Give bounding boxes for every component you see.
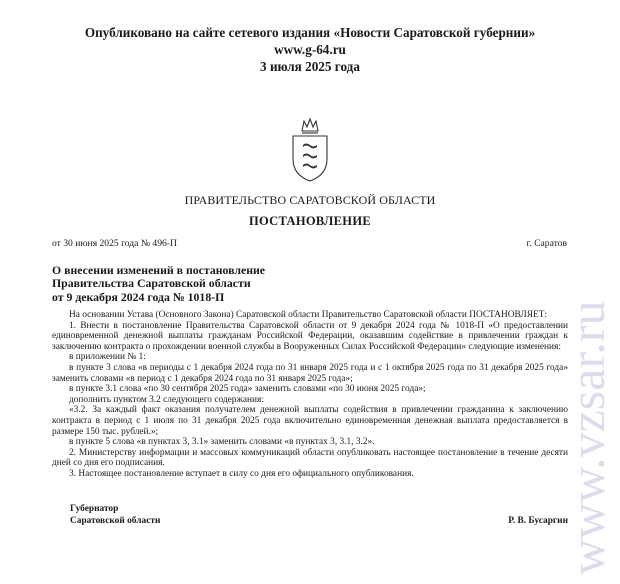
decree-subject bbox=[52, 264, 265, 304]
paragraph: в пункте 5 слова «в пунктах 3, 3.1» заменить словами «в пунктах 3, 3.1, 3.2». bbox=[69, 437, 375, 448]
paragraph: в пункте 3 слова «в периоды с 1 декабря 2024 года по 31 января 2025 года и с 1 октября 2025 года по 31 декабря 2025 года» заменить словами «в период с 1 декабря 2024 года по 31 января 2025 года»; bbox=[52, 362, 568, 384]
subject-line-1: О внесении изменений в постановление bbox=[52, 263, 266, 277]
paragraph: На основании Устава (Основного Закона) Саратовской области Правительство Саратовской области ПОСТАНОВЛЯЕТ: bbox=[69, 310, 547, 320]
watermark-text: www.vzsar.ru bbox=[559, 300, 615, 575]
decree-date-number: от 30 июня 2025 года № 496-П bbox=[52, 238, 177, 249]
publication-line-1: Опубликовано на сайте сетевого издания «Новости Саратовской губернии» bbox=[84, 25, 536, 40]
paragraph: в приложении № 1: bbox=[69, 352, 146, 363]
publication-site: www.g-64.ru bbox=[274, 42, 346, 57]
subject-line-2: Правительства Саратовской области bbox=[52, 276, 251, 291]
document-type: ПОСТАНОВЛЕНИЕ bbox=[248, 214, 371, 228]
subject-line-3: от 9 декабря 2024 года № 1018-П bbox=[52, 289, 225, 304]
government-title: ПРАВИТЕЛЬСТВО САРАТОВСКОЙ ОБЛАСТИ bbox=[184, 193, 436, 207]
signatory-position-line-1: Губернатор bbox=[70, 504, 119, 514]
decree-city: г. Саратов bbox=[526, 238, 567, 249]
watermark bbox=[559, 240, 615, 580]
paragraph: «3.2. За каждый факт оказания получателем денежной выплаты содействия в привлечении гражданина к заключению контракта в период с 1 июля по 31 декабря 2025 года включительно единовременная денежная выплата предоставляется в размере 150 тыс. рублей.»; bbox=[52, 405, 568, 437]
paragraph: 2. Министерству информации и массовых коммуникаций области опубликовать настоящее постановление в течение десяти дней со дня его подписания. bbox=[52, 447, 568, 469]
coat-of-arms-icon bbox=[288, 117, 332, 183]
paragraph: в пункте 3.1 слова «по 30 сентября 2025 года» заменить словами «по 30 июня 2025 года»; bbox=[69, 384, 426, 395]
publication-date: 3 июля 2025 года bbox=[260, 59, 360, 74]
paragraph: 1. Внести в постановление Правительства Саратовской области от 9 декабря 2024 года № 1018-П «О предоставлении единовременной денежной выплаты гражданам Российской Федерации, оказавшим содействие в привлечении граждан к заключению контракта о прохождении военной службы в Вооруженных Силах Российской Федерации» следующие изменения: bbox=[52, 320, 568, 352]
signatory-position-line-2: Саратовской области bbox=[70, 515, 161, 526]
signatory-name: Р. В. Бусаргин bbox=[508, 516, 568, 526]
paragraph: дополнить пунктом 3.2 следующего содержания: bbox=[69, 394, 264, 405]
decree-body bbox=[52, 310, 568, 480]
paragraph: 3. Настоящее постановление вступает в силу со дня его официального опубликования. bbox=[69, 468, 414, 479]
signatory-position bbox=[70, 504, 160, 527]
